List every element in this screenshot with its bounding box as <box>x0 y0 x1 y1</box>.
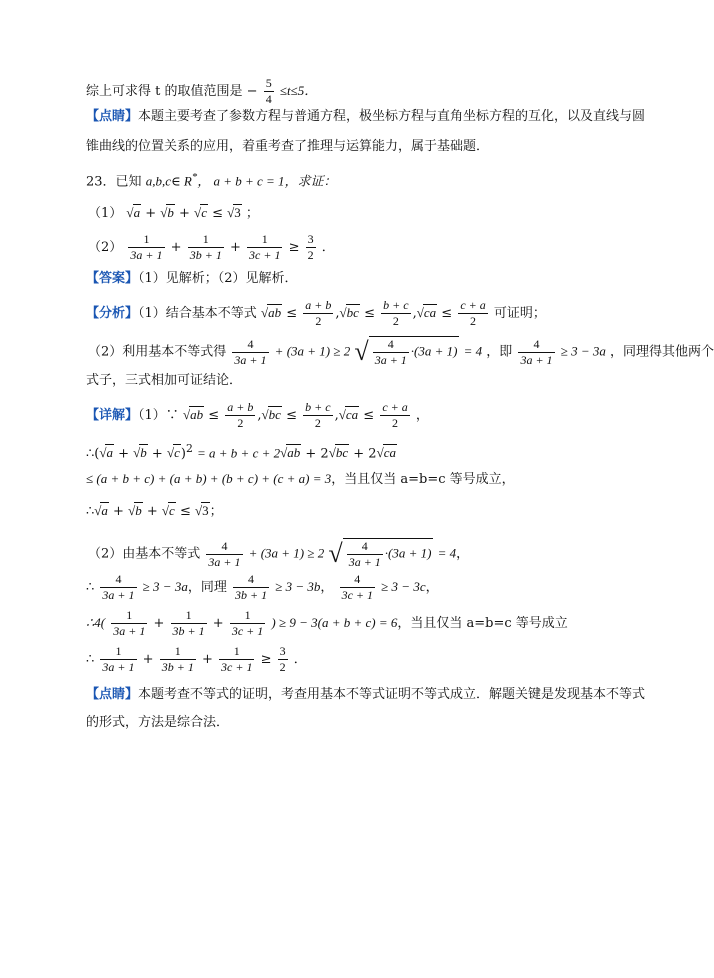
detail-line-8: ∴ $\frac{1}{3a + 1}$ + $\frac{1}{3b + 1}$ + $\frac{1}{3c + 1}$ ≥ $\frac{3}{2}$ ． <box>86 644 307 674</box>
analysis-text: 可证明； <box>493 306 546 321</box>
remark-tag: 【点睛】 <box>86 109 139 124</box>
detail-line-5: （2）由基本不等式 $\frac{4}{3a + 1}$ + (3a + 1) ≥ 2 √ $\frac{4}{3a + 1}$ ·(3a + 1) = 4， <box>88 538 470 569</box>
conclusion-text: 综上可求得 t 的取值范围是 <box>86 84 243 99</box>
fraction-5-4 <box>264 76 274 107</box>
analysis-line-2: （2）利用基本不等式得 $\frac{4}{3a + 1}$ + (3a + 1) ≥ 2 √ $\frac{4}{3a + 1}$ ·(3a + 1) = 4 ，即 $\frac{4}{3a + 1}$ ≥ 3 − 3a ，同理得其他两个 <box>88 336 714 367</box>
range-end: ≤t≤5． <box>279 83 318 98</box>
minus-sign: − <box>246 84 258 99</box>
question-23 <box>86 168 337 191</box>
analysis-tag: 【分析】 <box>86 306 139 321</box>
remark-text: 的形式，方法是综合法． <box>86 715 230 730</box>
analysis-text: 式子，三式相加可证结论． <box>86 373 243 388</box>
detail-line-7: ∴4( $\frac{1}{3a + 1}$ + $\frac{1}{3b + 1}$ + $\frac{1}{3c + 1}$ ) ≥ 9 − 3(a + b + c) = 6，当且仅当 a=b=c 等号成立 <box>86 608 568 638</box>
detail-line-6: ∴ $\frac{4}{3a + 1}$ ≥ 3 − 3a，同理 $\frac{4}{3b + 1}$ ≥ 3 − 3b， $\frac{4}{3c + 1}$ ≥ 3 − 3c， <box>86 572 439 602</box>
fraction-b-plus-c: $\frac{b + c}{2}$ <box>383 298 409 328</box>
sqrt-a: a <box>133 205 141 220</box>
answer-tag: 【答案】 <box>86 271 139 286</box>
detail-line-3: ≤ (a + b + c) + (a + b) + (b + c) + (c + a) = 3，当且仅当 a=b=c 等号成立， <box>86 471 515 487</box>
part-1: （1） √a + √b + √c ≤ √3 ； <box>88 205 259 221</box>
fraction-c-plus-a: $\frac{c + a}{2}$ <box>460 298 486 328</box>
question-superscript: * <box>191 171 198 183</box>
fraction-3-2: $\frac{3}{2}$ <box>307 232 314 262</box>
analysis-text: （2）利用基本不等式得 <box>88 344 227 360</box>
fraction-3c: $\frac{1}{3c + 1}$ <box>249 232 281 262</box>
remark-text: 锥曲线的位置关系的应用，着重考查了推理与运算能力，属于基础题． <box>86 139 490 154</box>
remark2-line-2 <box>86 714 229 732</box>
detail-line-4: ∴√a + √b + √c ≤ √3； <box>86 503 223 519</box>
detail-text: （1）∵ <box>138 408 179 423</box>
fraction-3b: $\frac{1}{3b + 1}$ <box>189 232 222 262</box>
remark-tag: 【点睛】 <box>86 687 139 702</box>
fraction-denominator: 4 <box>265 92 272 106</box>
part-label: （1） <box>88 206 123 221</box>
fraction-numerator: 5 <box>265 76 272 90</box>
detail-line-1: 【详解】（1）∵ √ab ≤ $\frac{a + b}{2}$ ,√bc ≤ $\frac{b + c}{2}$ ,√ca ≤ $\frac{c + a}{2}$ ， <box>86 400 429 430</box>
sqrt-c: c <box>201 205 207 220</box>
remark-line-1 <box>86 108 645 126</box>
question-set: a,b,c∈ R <box>145 173 192 189</box>
remark2-line-1 <box>86 686 645 704</box>
remark-line-2 <box>86 138 489 156</box>
punctuation: ； <box>245 206 259 221</box>
analysis-text: （1）结合基本不等式 <box>138 306 257 321</box>
fraction-a-plus-b: $\frac{a + b}{2}$ <box>305 298 332 328</box>
question-condition: ， a + b + c = 1，求证： <box>197 173 337 189</box>
remark-text: 本题主要考查了参数方程与普通方程，极坐标方程与直角坐标方程的互化，以及直线与圆 <box>138 109 646 124</box>
question-number: 23．已知 <box>86 174 146 190</box>
answer-text: （1）见解析；（2）见解析． <box>138 271 298 286</box>
analysis-line-3 <box>86 372 242 390</box>
remark-text: 本题考查不等式的证明，考查用基本不等式证明不等式成立．解题关键是发现基本不等式 <box>138 687 646 702</box>
sqrt-3: 3 <box>234 205 241 220</box>
punctuation: ． <box>321 240 335 255</box>
sqrt-b: b <box>167 205 174 220</box>
fraction-3a: $\frac{1}{3a + 1}$ <box>130 232 163 262</box>
part-2: （2） $\frac{1}{3a + 1}$ + $\frac{1}{3b + 1}$ + $\frac{1}{3c + 1}$ ≥ $\frac{3}{2}$ ． <box>88 232 335 262</box>
detail-line-2: ∴(√a + √b + √c)$^2$ = a + b + c + 2√ab + 2√bc + 2√ca <box>86 442 396 462</box>
answer-line <box>86 270 298 288</box>
analysis-line-1: 【分析】（1）结合基本不等式 √ab ≤ $\frac{a + b}{2}$ ,√bc ≤ $\frac{b + c}{2}$ ,√ca ≤ $\frac{c + a}{2}$ 可证明； <box>86 298 546 328</box>
part-label: （2） <box>88 240 123 255</box>
conclusion-line <box>86 76 317 107</box>
detail-tag: 【详解】 <box>86 408 139 423</box>
